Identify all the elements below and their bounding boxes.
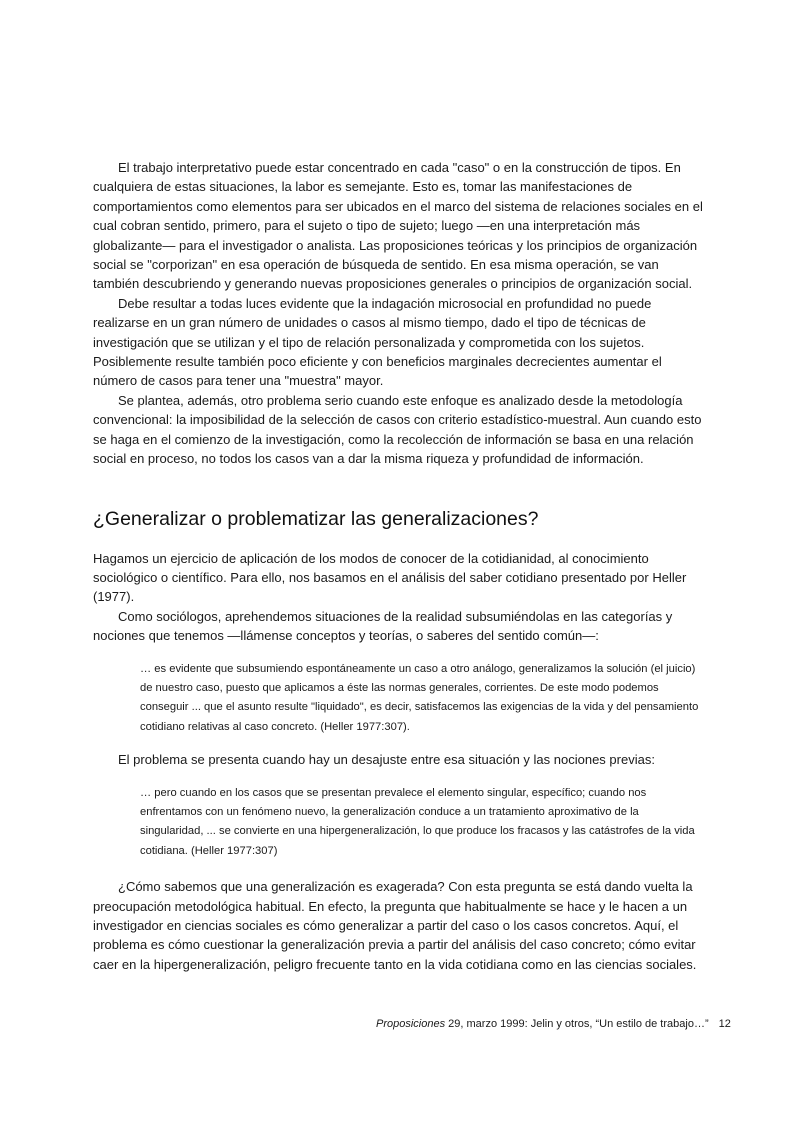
block-quote: … pero cuando en los casos que se presentan prevalece el elemento singular, específico; cuando nos enfrentamos con un fenómeno nuevo, la generalización conduce a un tratamiento aproximativo de la singularidad, ... se convierte en una hipergeneralización, lo que produce los fracasos y las catástrofes de la vida cotidiana. (Heller 1977:307) <box>140 786 695 857</box>
body-paragraph: ¿Cómo sabemos que una generalización es exagerada? Con esta pregunta se está dando vuelta la preocupación metodológica habitual. En efecto, la pregunta que habitualmente se hace y le hacen a un investigador en ciencias sociales es cómo generalizar a partir del caso o los casos concretos. Aquí, el problema es cómo cuestionar la generalización previa a partir del análisis del caso concreto; cómo evitar caer en la hipergeneralización, peligro frecuente tanto en la vida cotidiana como en las ciencias sociales. <box>93 879 697 972</box>
body-paragraph: El problema se presenta cuando hay un desajuste entre esa situación y las nociones previas: <box>118 752 655 768</box>
footer-journal-title: Proposiciones <box>376 1018 446 1030</box>
body-paragraph: Hagamos un ejercicio de aplicación de los modos de conocer de la cotidianidad, al conocimiento sociológico o científico. Para ello, nos basamos en el análisis del saber cotidiano presentado por Heller (1977). <box>93 550 687 605</box>
page-content <box>93 158 705 974</box>
body-paragraph: Debe resultar a todas luces evidente que la indagación microsocial en profundidad no puede realizarse en un gran número de unidades o casos al mismo tiempo, dado el tipo de técnicas de investigación que se utilizan y el tipo de relación personalizada y comprometida con los sujetos. Posiblemente resulte también poco eficiente y con beneficios marginales decrecientes aumentar el número de casos para tener una "muestra" mayor. <box>93 295 662 389</box>
page-number: 12 <box>718 1018 731 1030</box>
section-heading: ¿Generalizar o problematizar las generalizaciones? <box>93 507 539 530</box>
block-quote: … es evidente que subsumiendo espontáneamente un caso a otro análogo, generalizamos la solución (el juicio) de nuestro caso, puesto que aplicamos a éste las normas generales, corrientes. De este modo podemos conseguir ... que el asunto resulte "liquidado", es decir, satisfacemos las exigencias de la vida y del pensamiento cotidiano relativas al caso concreto. (Heller 1977:307). <box>140 662 699 733</box>
body-paragraph: Como sociólogos, aprehendemos situaciones de la realidad subsumiéndolas en las categorías y nociones que tenemos —llámense conceptos y teorías, o saberes del sentido común—: <box>93 608 673 644</box>
page-footer <box>376 1017 731 1031</box>
body-paragraph: Se plantea, además, otro problema serio cuando este enfoque es analizado desde la metodología convencional: la imposibilidad de la selección de casos con criterio estadístico-muestral. Aun cuando esto se haga en el comienzo de la investigación, como la recolección de información se basa en una relación social en proceso, no todos los casos van a dar la misma riqueza y profundidad de información. <box>93 392 702 467</box>
body-paragraph: El trabajo interpretativo puede estar concentrado en cada "caso" o en la construcción de tipos. En cualquiera de estas situaciones, la labor es semejante. Esto es, tomar las manifestaciones de comportamientos como elementos para ser ubicados en el marco del sistema de relaciones sociales en el cual cobran sentido, primero, para el sujeto o tipo de sujeto; luego —en una interpretación más globalizante— para el investigador o analista. Las proposiciones teóricas y los principios de organización social se "corporizan" en esa operación de búsqueda de sentido. En esa misma operación, se van también descubriendo y generando nuevas proposiciones generales o principios de organización social. <box>93 160 703 292</box>
footer-citation: 29, marzo 1999: Jelin y otros, “Un estilo de trabajo…” <box>445 1018 709 1030</box>
